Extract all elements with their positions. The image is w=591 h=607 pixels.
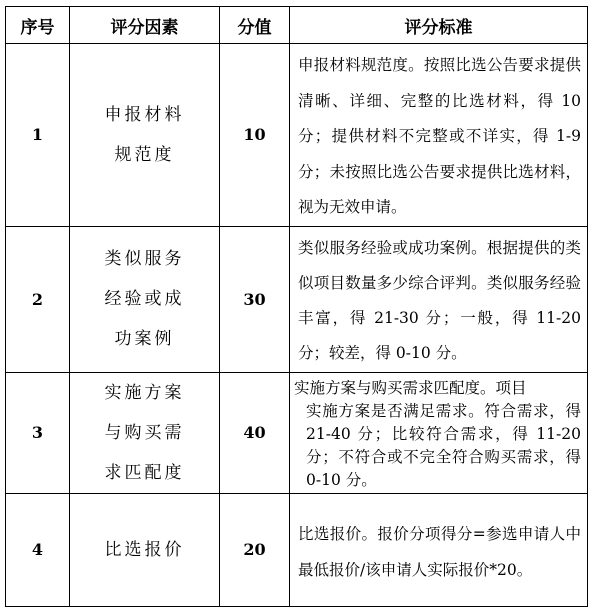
criteria-text: 比选报价。报价分项得分=参选申请人中最低报价/该申请人实际报价*20。 <box>298 524 581 579</box>
row-seq: 3 <box>6 372 70 493</box>
row-factor <box>70 226 220 372</box>
factor-line: 实施方案 <box>104 382 185 403</box>
header-row <box>6 7 588 44</box>
row-score: 10 <box>220 44 290 227</box>
row-score: 40 <box>220 372 290 493</box>
factor-line: 经验或成 <box>104 289 185 309</box>
header-seq: 序号 <box>6 7 70 44</box>
row-seq: 4 <box>6 493 70 606</box>
table-row <box>6 372 588 493</box>
criteria-text-first: 实施方案与购买需求匹配度。项目 <box>294 378 527 397</box>
scoring-table <box>5 6 588 607</box>
factor-line: 求匹配度 <box>104 462 185 483</box>
header-factor: 评分因素 <box>70 7 220 44</box>
criteria-text: 申报材料规范度。按照比选公告要求提供清晰、详细、完整的比选材料，得 10 分；提供材料不完整或不详实，得 1-9 分；未按照比选公告要求提供比选材料，视为无效申请。 <box>298 56 581 216</box>
factor-line: 规范度 <box>114 144 175 165</box>
criteria-text-rest: 实施方案是否满足需求。符合需求，得 21-40 分；比较符合需求，得 11-20 分；不符合或不完全符合购买需求，得 0-10 分。 <box>306 401 581 489</box>
table-row <box>6 493 588 606</box>
criteria-text <box>290 374 587 492</box>
row-seq: 1 <box>6 44 70 227</box>
factor-line: 比选报价 <box>104 539 185 560</box>
factor-line: 与购买需 <box>104 422 185 443</box>
table-row <box>6 44 588 227</box>
row-criteria <box>290 44 588 227</box>
row-score: 30 <box>220 226 290 372</box>
factor-line: 类似服务 <box>104 249 185 269</box>
row-criteria <box>290 226 588 372</box>
row-criteria <box>290 372 588 493</box>
criteria-text: 类似服务经验或成功案例。根据提供的类似项目数量多少综合评判。类似服务经验丰富，得 21-30 分；一般，得 11-20 分；较差，得 0-10 分。 <box>298 239 581 362</box>
row-score: 20 <box>220 493 290 606</box>
row-criteria <box>290 493 588 606</box>
header-score: 分值 <box>220 7 290 44</box>
row-factor <box>70 44 220 227</box>
row-factor <box>70 372 220 493</box>
row-seq: 2 <box>6 226 70 372</box>
factor-line: 申报材料 <box>104 104 185 125</box>
row-factor <box>70 493 220 606</box>
factor-line: 功案例 <box>114 329 175 349</box>
table-row <box>6 226 588 372</box>
header-criteria: 评分标准 <box>290 7 588 44</box>
